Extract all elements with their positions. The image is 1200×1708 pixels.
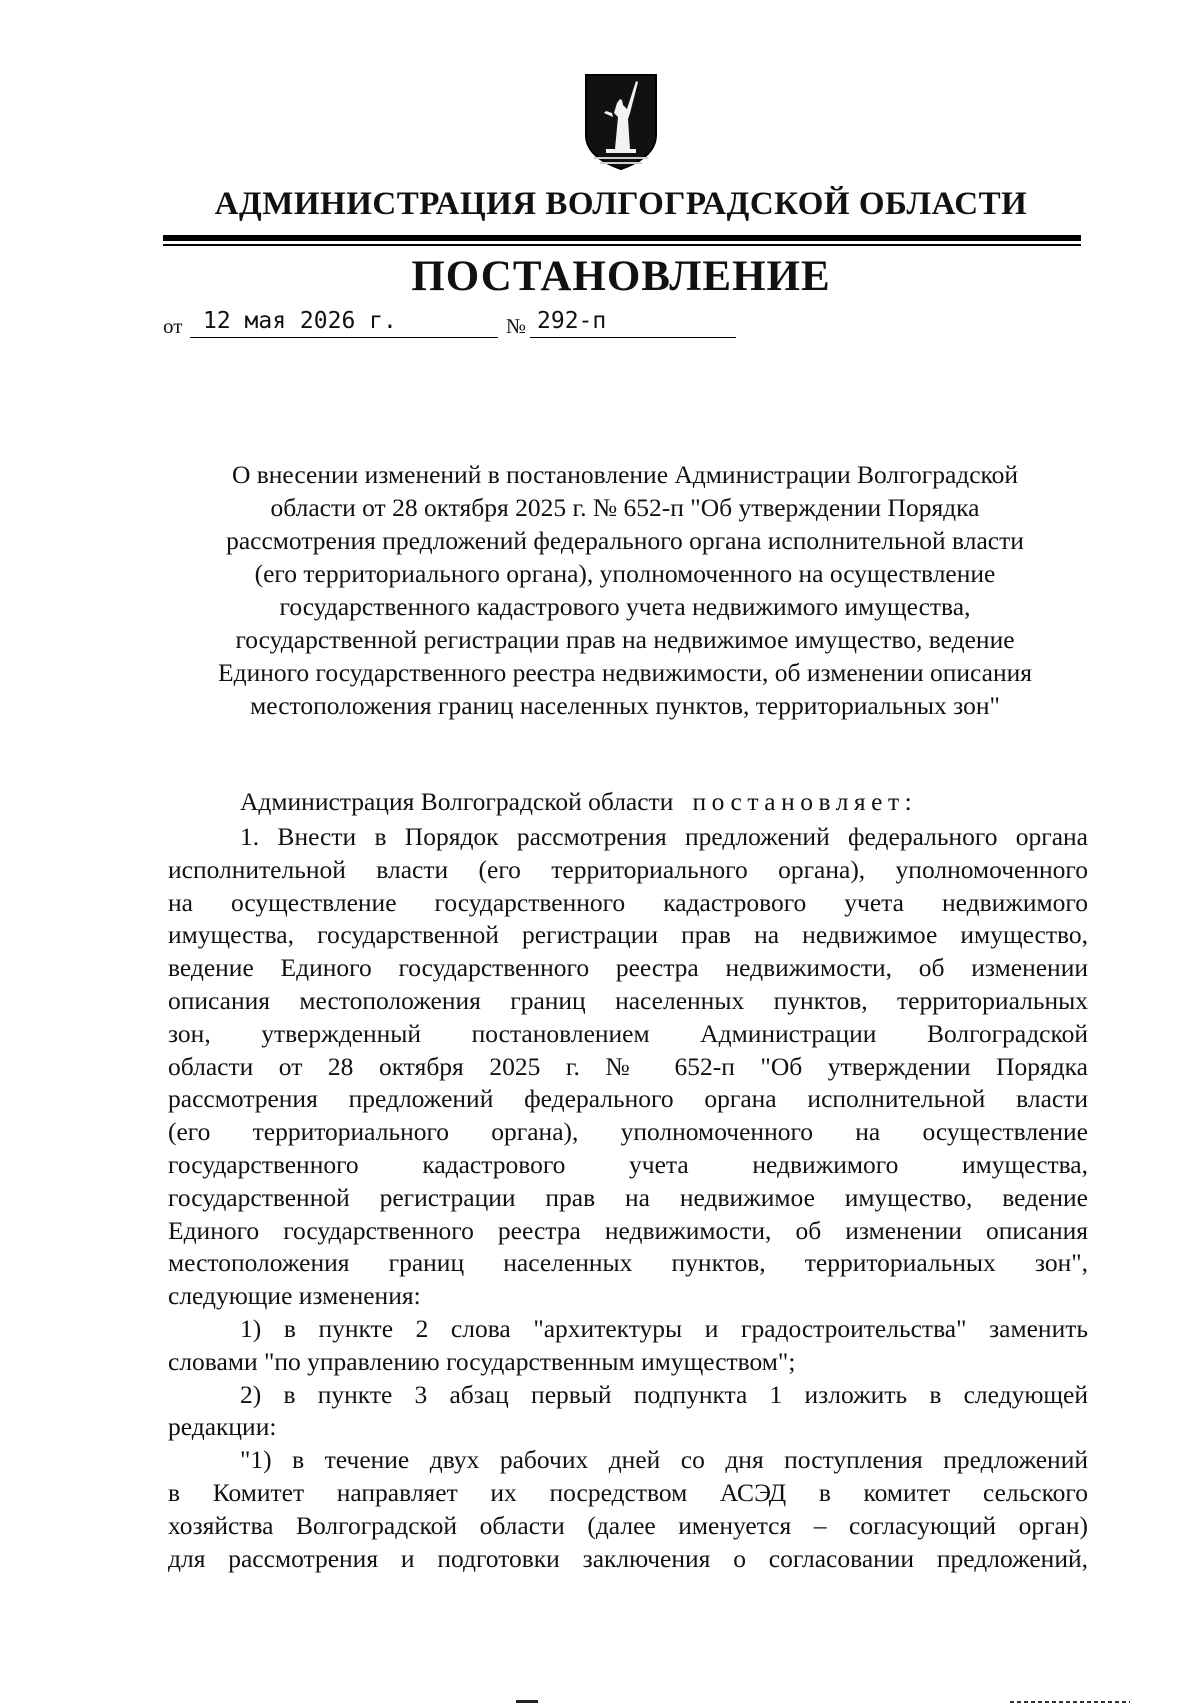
page-edge-mark	[516, 1700, 538, 1703]
body-line: зон, утвержденный постановлением Администрации Волгоградской	[168, 1018, 1088, 1048]
page-edge-dashes	[1010, 1701, 1130, 1703]
body-line: 1. Внести в Порядок рассмотрения предложений федерального органа	[240, 822, 1088, 851]
body-line: "1) в течение двух рабочих дней со дня поступления предложений	[240, 1445, 1088, 1475]
title-line: (его территориального органа), уполномоченного на осуществление	[254, 559, 996, 588]
body-line: государственной регистрации прав на недвижимое имущество, ведение	[168, 1182, 1088, 1212]
title-line: Единого государственного реестра недвижимости, об изменении описания	[218, 658, 1032, 687]
body-line: области от 28 октября 2025 г. № 652-п "Об утверждении Порядка	[168, 1051, 1088, 1081]
body-line: рассмотрения предложений федерального органа исполнительной власти	[168, 1084, 1088, 1114]
body-line: ведение Единого государственного реестра недвижимости, об изменении	[168, 953, 1088, 983]
document-date: 12 мая 2026 г.	[203, 308, 397, 334]
coat-of-arms-icon	[584, 73, 658, 173]
preamble	[240, 787, 917, 817]
date-prefix: от	[163, 314, 183, 338]
title-line: местоположения границ населенных пунктов, территориальных зон"	[250, 691, 1000, 720]
document-body	[168, 821, 1088, 1575]
title-line: О внесении изменений в постановление Администрации Волгоградской	[231, 460, 1019, 489]
body-line: Единого государственного реестра недвижимости, об изменении описания	[168, 1215, 1088, 1245]
body-line: описания местоположения границ населенных пунктов, территориальных	[168, 985, 1088, 1015]
title-line: области от 28 октября 2025 г. № 652-п "Об утверждении Порядка	[270, 493, 980, 522]
body-line: словами "по управлению государственным имуществом";	[168, 1346, 796, 1376]
preamble-verb: постановляет:	[692, 787, 918, 816]
body-line: на осуществление государственного кадастрового учета недвижимого	[168, 887, 1088, 917]
body-line: местоположения границ населенных пунктов, территориальных зон",	[168, 1248, 1088, 1278]
title-line: рассмотрения предложений федерального органа исполнительной власти	[226, 526, 1024, 555]
body-line: исполнительной власти (его территориального органа), уполномоченного	[168, 854, 1088, 884]
document-title	[165, 458, 1085, 722]
body-line: имущества, государственной регистрации прав на недвижимое имущество,	[168, 920, 1088, 950]
body-line: 1) в пункте 2 слова "архитектуры и градостроительства" заменить	[240, 1313, 1088, 1343]
date-underline	[190, 337, 498, 338]
header-rule-thick	[163, 235, 1081, 241]
preamble-subject: Администрация Волгоградской области	[240, 787, 674, 816]
number-underline	[530, 337, 736, 338]
body-line: 2) в пункте 3 абзац первый подпункта 1 изложить в следующей	[240, 1379, 1088, 1409]
body-line: для рассмотрения и подготовки заключения о согласовании предложений,	[168, 1543, 1088, 1573]
number-prefix: №	[506, 314, 527, 338]
body-line: редакции:	[168, 1412, 277, 1442]
body-line: следующие изменения:	[168, 1281, 421, 1311]
body-line: государственного кадастрового учета недвижимого имущества,	[168, 1149, 1088, 1179]
body-line: в Комитет направляет их посредством АСЭД в комитет сельского	[168, 1477, 1088, 1507]
title-line: государственной регистрации прав на недвижимое имущество, ведение	[235, 625, 1015, 654]
body-line: (его территориального органа), уполномоченного на осуществление	[168, 1117, 1088, 1147]
document-type: ПОСТАНОВЛЕНИЕ	[411, 253, 831, 300]
document-number: 292-п	[537, 308, 607, 334]
organization-name: АДМИНИСТРАЦИЯ ВОЛГОГРАДСКОЙ ОБЛАСТИ	[214, 186, 1028, 222]
header-rule-thin	[163, 244, 1081, 246]
body-line: хозяйства Волгоградской области (далее именуется – согласующий орган)	[168, 1510, 1088, 1540]
title-line: государственного кадастрового учета недвижимого имущества,	[279, 592, 971, 621]
